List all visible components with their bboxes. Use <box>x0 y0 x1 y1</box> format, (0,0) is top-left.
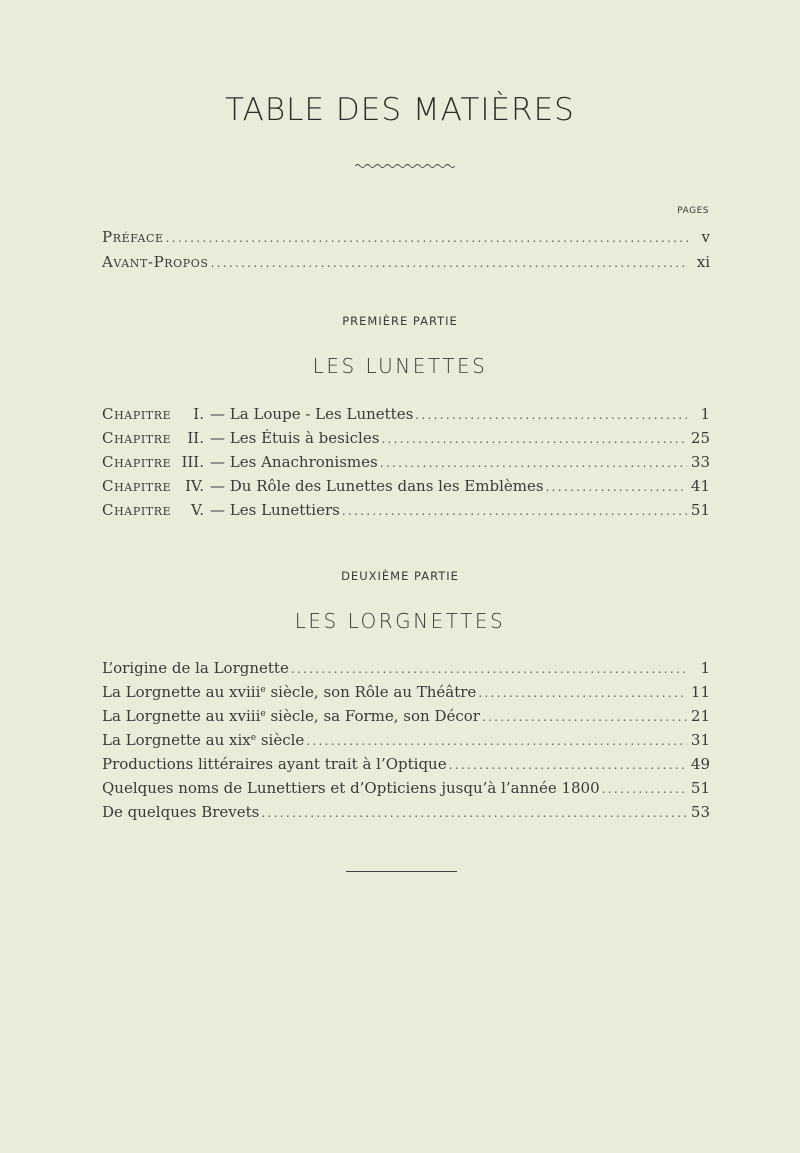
leader-dots <box>478 686 687 700</box>
chapter-title: — Les Anachronismes <box>210 453 378 471</box>
toc-entry-lorgnette-7[interactable] <box>102 803 710 825</box>
toc-entry-lorgnette-1[interactable] <box>102 659 710 681</box>
chapter-number: I. <box>193 405 204 423</box>
closing-rule <box>346 871 457 872</box>
leader-dots <box>380 456 687 470</box>
wavy-ornament <box>355 162 455 170</box>
chapter-title: — Du Rôle des Lunettes dans les Emblèmes <box>210 477 544 495</box>
entry-page: 1 <box>700 659 710 677</box>
leader-dots <box>306 734 687 748</box>
entry-page: v <box>701 228 710 246</box>
entry-label-rest: siècle <box>256 731 305 749</box>
entry-page: 49 <box>690 755 710 773</box>
entry-label: Avant-Propos <box>102 253 209 271</box>
chapter-number: II. <box>187 429 204 447</box>
entry-label: De quelques Brevets <box>102 803 260 821</box>
entry-label-rest: siècle, son Rôle au Théâtre <box>265 683 477 701</box>
leader-dots <box>381 432 686 446</box>
toc-entry-chapter-4[interactable] <box>102 477 710 499</box>
part1-title: LES LUNETTES <box>312 354 488 378</box>
toc-entry-avant-propos[interactable] <box>102 253 710 275</box>
entry-label: L’origine de la Lorgnette <box>102 659 289 677</box>
chapter-word: Chapitre <box>102 405 172 423</box>
toc-entry-lorgnette-3[interactable] <box>102 707 710 729</box>
entry-page: 31 <box>690 731 710 749</box>
chapter-word: Chapitre <box>102 501 172 519</box>
toc-entry-lorgnette-4[interactable] <box>102 731 710 753</box>
entry-label-rest: siècle, sa Forme, son Décor <box>265 707 480 725</box>
page-title: TABLE DES MATIÈRES <box>225 92 575 128</box>
chapter-title: — Les Étuis à besicles <box>210 429 380 447</box>
leader-dots <box>291 662 688 676</box>
entry-page: 51 <box>690 501 710 519</box>
part1-label: PREMIÈRE PARTIE <box>342 314 458 328</box>
toc-entry-chapter-3[interactable] <box>102 453 710 475</box>
leader-dots <box>546 480 687 494</box>
chapter-title: — Les Lunettiers <box>210 501 340 519</box>
leader-dots <box>482 710 687 724</box>
entry-page: xi <box>696 253 710 271</box>
entry-page: 33 <box>690 453 710 471</box>
entry-label: La Lorgnette au xix <box>102 731 251 749</box>
toc-entry-chapter-2[interactable] <box>102 429 710 451</box>
toc-entry-lorgnette-5[interactable] <box>102 755 710 777</box>
entry-page: 53 <box>690 803 710 821</box>
leader-dots <box>211 256 688 270</box>
part2-label: DEUXIÈME PARTIE <box>341 569 459 583</box>
chapter-word: Chapitre <box>102 477 172 495</box>
toc-entry-chapter-1[interactable] <box>102 405 710 427</box>
entry-label: Productions littéraires ayant trait à l’Optique <box>102 755 447 773</box>
leader-dots <box>342 504 687 518</box>
entry-page: 41 <box>690 477 710 495</box>
chapter-number: III. <box>181 453 204 471</box>
entry-page: 25 <box>690 429 710 447</box>
superscript: e <box>260 685 266 695</box>
chapter-word: Chapitre <box>102 429 172 447</box>
entry-label: Quelques noms de Lunettiers et d’Opticiens jusqu’à l’année 1800 <box>102 779 600 797</box>
entry-page: 51 <box>690 779 710 797</box>
entry-label: La Lorgnette au xviii <box>102 683 261 701</box>
pages-column-header: PAGES <box>677 206 709 216</box>
chapter-word: Chapitre <box>102 453 172 471</box>
toc-entry-lorgnette-6[interactable] <box>102 779 710 801</box>
leader-dots <box>415 408 688 422</box>
chapter-title: — La Loupe - Les Lunettes <box>210 405 414 423</box>
entry-label: Préface <box>102 228 164 246</box>
entry-page: 21 <box>690 707 710 725</box>
leader-dots <box>449 758 687 772</box>
toc-entry-chapter-5[interactable] <box>102 501 710 523</box>
toc-entry-preface[interactable] <box>102 228 710 250</box>
chapter-number: V. <box>191 501 204 519</box>
leader-dots <box>166 231 688 245</box>
entry-page: 1 <box>700 405 710 423</box>
leader-dots <box>602 782 687 796</box>
part2-title: LES LORGNETTES <box>294 609 506 633</box>
superscript: e <box>260 709 266 719</box>
entry-page: 11 <box>690 683 710 701</box>
leader-dots <box>261 806 687 820</box>
superscript: e <box>250 733 257 743</box>
toc-entry-lorgnette-2[interactable] <box>102 683 710 705</box>
entry-label: La Lorgnette au xviii <box>102 707 261 725</box>
chapter-number: IV. <box>185 477 204 495</box>
